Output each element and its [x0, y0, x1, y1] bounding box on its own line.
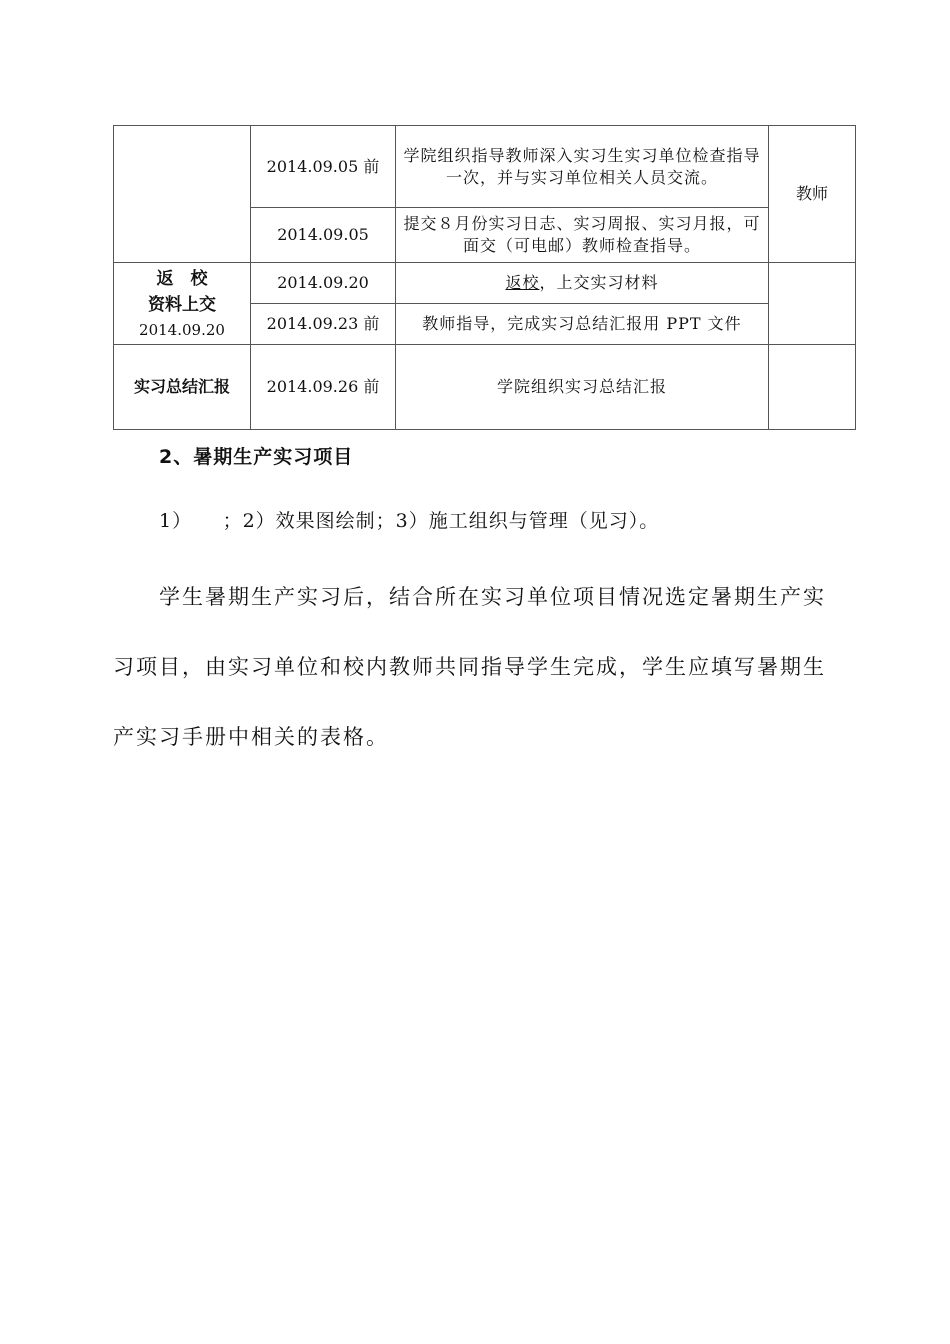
date-cell: 2014.09.05 前: [251, 126, 396, 208]
responsible-cell-empty: [769, 345, 856, 430]
table-row: [114, 126, 856, 208]
date-cell: 2014.09.23 前: [251, 304, 396, 345]
stage-return-line2: 资料上交: [148, 294, 216, 315]
stage-cell-report: 实习总结汇报: [114, 345, 251, 430]
date-cell: 2014.09.05: [251, 208, 396, 263]
task-cell: [396, 263, 769, 304]
responsible-cell-empty: [769, 263, 856, 345]
responsible-cell: 教师: [769, 126, 856, 263]
date-cell: 2014.09.26 前: [251, 345, 396, 430]
task-cell: 提交８月份实习日志、实习周报、实习月报，可面交（可电邮）教师检查指导。: [396, 208, 769, 263]
task-cell: 学院组织实习总结汇报: [396, 345, 769, 430]
body-paragraph: 学生暑期生产实习后，结合所在实习单位项目情况选定暑期生产实习项目，由实习单位和校内教师共同指导学生完成，学生应填写暑期生产实习手册中相关的表格。: [113, 585, 826, 749]
schedule-table: [113, 125, 856, 430]
section-heading: 2、暑期生产实习项目: [159, 446, 354, 468]
table-row: [114, 263, 856, 304]
task-text: ，上交实习材料: [539, 273, 659, 292]
stage-return-line1: 返 校: [156, 268, 208, 289]
task-underlined-text: 返校: [505, 273, 540, 292]
stage-cell-empty: [114, 126, 251, 263]
table-row: [114, 345, 856, 430]
stage-cell-return: [114, 263, 251, 345]
date-cell: 2014.09.20: [251, 263, 396, 304]
stage-return-date: 2014.09.20: [139, 320, 225, 339]
task-cell: 教师指导，完成实习总结汇报用 PPT 文件: [396, 304, 769, 345]
items-line: 1） ；2）效果图绘制；3）施工组织与管理（见习）。: [159, 510, 660, 532]
task-cell: 学院组织指导教师深入实习生实习单位检查指导一次，并与实习单位相关人员交流。: [396, 126, 769, 208]
